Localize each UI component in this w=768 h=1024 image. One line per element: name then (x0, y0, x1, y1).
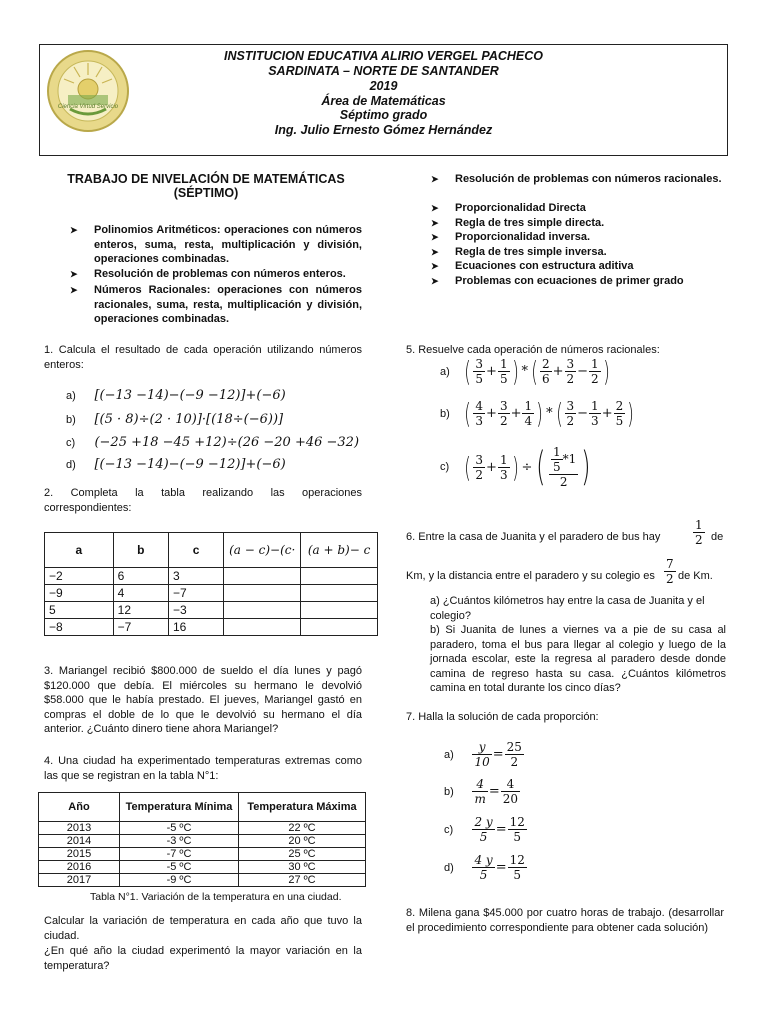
topic-item: ➤ Problemas con ecuaciones de primer grado (431, 275, 684, 287)
table-row: −8 −7 16 (45, 619, 378, 636)
table-row: 2015 -7 ºC 25 ºC (39, 848, 366, 861)
logo-motto: Ciencia Virtud Servicio (57, 104, 119, 110)
q1-item: c) (−25 +18 −45 +12)÷(26 −20 +46 −32) (66, 435, 360, 450)
topic-item: ➤ Proporcionalidad Directa (431, 202, 586, 214)
institution-name: INSTITUCION EDUCATIVA ALIRIO VERGEL PACHECO (224, 49, 543, 63)
q1-expression: [(−13 −14)−(−9 −12)]+(−6) (94, 388, 286, 403)
q6-part-a: a) ¿Cuántos kilómetros hay entre la casa de Juanita y el colegio? (430, 595, 705, 622)
question-2-text: 2. Completa la tabla realizando las operaciones correspondientes: (44, 487, 362, 514)
arrow-bullet-icon: ➤ (431, 261, 439, 271)
q1-item: b) [(5 · 8)÷(2 · 10)]·[(18÷(−6))] (66, 412, 284, 427)
arrow-bullet-icon: ➤ (431, 174, 439, 184)
table-row: 2016 -5 ºC 30 ºC (39, 861, 366, 874)
answer-cell[interactable] (224, 619, 301, 636)
topic-item: ➤ Resolución de problemas con números enteros. (70, 268, 346, 280)
q1-expression: [(−13 −14)−(−9 −12)]+(−6) (94, 457, 286, 472)
q1-expression: (−25 +18 −45 +12)÷(26 −20 +46 −32) (94, 435, 360, 450)
area: Área de Matemáticas (321, 94, 446, 108)
answer-cell[interactable] (224, 568, 301, 585)
question-6-text: 6. Entre la casa de Juanita y el paradero de bus hay (406, 531, 661, 543)
arrow-bullet-icon: ➤ (70, 269, 78, 279)
q5-item-c: c) ( $\frac{3}{2}$ + $\frac{1}{3}$ ) ÷ ( $\frac{1}{5}$ *1 2 ) (440, 444, 591, 490)
school-logo (46, 49, 130, 133)
arrow-bullet-icon: ➤ (431, 232, 439, 242)
q5-item-a: a) ( $\frac{3}{5}$ + $\frac{1}{5}$ ) * ( $\frac{2}{6}$ + $\frac{3}{2}$ − $\frac{1}{2}$ ) (440, 355, 610, 388)
table-row: −9 4 −7 (45, 585, 378, 602)
q1-item: d) [(−13 −14)−(−9 −12)]+(−6) (66, 457, 286, 472)
q6-part-b: b) Si Juanita de lunes a viernes va a pie de su casa al paradero, toma el bus para llegar al colegio y luego de la jornada escolar, este la regresa al paradero desde donde camina de regreso hasta su casa. ¿Cuántos kilómetros camina en total durante los cinco días? (430, 624, 726, 694)
question-1-text: 1. Calcula el resultado de cada operación utilizando números enteros: (44, 344, 362, 371)
answer-cell[interactable] (301, 619, 378, 636)
teacher: Ing. Julio Ernesto Gómez Hernández (274, 123, 493, 137)
q5-item-b: b) ( $\frac{4}{3}$ + $\frac{3}{2}$ + $\frac{1}{4}$ ) * ( $\frac{3}{2}$ − $\frac{1}{3}$ + $\frac{2}{5}$ ) (440, 397, 634, 430)
question-7-text: 7. Halla la solución de cada proporción: (406, 711, 599, 723)
topic-item: ➤ Polinomios Aritméticos: operaciones con números enteros, suma, resta, multiplicación y división, operaciones combinadas. (70, 224, 362, 265)
topic-item: ➤ Proporcionalidad inversa. (431, 231, 591, 243)
institution-location: SARDINATA – NORTE DE SANTANDER (268, 64, 499, 78)
table-caption: Tabla N°1. Variación de la temperatura en una ciudad. (90, 891, 342, 903)
header-box (39, 44, 728, 156)
question-3-text: 3. Mariangel recibió $800.000 de sueldo el día lunes y pagó $120.000 que debía. El miércoles su hermano le devolvió $58.000 que le había prestado. El jueves, Mariangel gastó en compras el doble de lo que le devolvió su hermano el día anterior. ¿Cuánto dinero tiene ahora Mariangel? (44, 665, 362, 735)
answer-cell[interactable] (301, 602, 378, 619)
q1-expression: [(5 · 8)÷(2 · 10)]·[(18÷(−6))] (94, 412, 284, 427)
arrow-bullet-icon: ➤ (431, 218, 439, 228)
arrow-bullet-icon: ➤ (431, 247, 439, 257)
table-row: −2 6 3 (45, 568, 378, 585)
topic-item: ➤ Resolución de problemas con números racionales. (431, 173, 722, 185)
answer-cell[interactable] (224, 602, 301, 619)
q6-text-c: Km, y la distancia entre el paradero y su colegio es (406, 570, 655, 582)
question-8-text: 8. Milena gana $45.000 por cuatro horas de trabajo. (desarrollar el procedimiento correspondiente para obtener cada solución) (406, 907, 724, 934)
question-5-text: 5. Resuelve cada operación de números racionales: (406, 344, 660, 356)
q6-fraction-2: $\frac{7}{2}$ (666, 557, 674, 586)
question-4-text: 4. Una ciudad ha experimentado temperaturas extremas como las que se registran en la tabla N°1: (44, 755, 362, 782)
topic-item: ➤ Números Racionales: operaciones con números racionales, suma, resta, multiplicación y división, operaciones combinadas. (70, 284, 362, 325)
table-row: 2014 -3 ºC 20 ºC (39, 835, 366, 848)
table-row: 2017 -9 ºC 27 ºC (39, 874, 366, 887)
arrow-bullet-icon: ➤ (431, 276, 439, 286)
q7-item: d) $\frac{4 y}{5}$ = $\frac{12}{5}$ (444, 853, 525, 882)
q2-table: a b c (a − c)−(c· (a + b)− c −2 6 3 −9 4 −7 5 12 −3 −8 −7 16 (44, 532, 378, 636)
q7-item: c) $\frac{2 y}{5}$ = $\frac{12}{5}$ (444, 815, 525, 844)
q4-table: Año Temperatura Mínima Temperatura Máxima 2013 -5 ºC 22 ºC 2014 -3 ºC 20 ºC 2015 -7 ºC 25 ºC 2016 -5 ºC 30 ºC 2017 -9 ºC 27 ºC (38, 792, 366, 887)
q7-item: b) $\frac{4}{m}$ = $\frac{4}{20}$ (444, 777, 519, 806)
topic-item: ➤ Regla de tres simple directa. (431, 217, 605, 229)
q4-ask-2: ¿En qué año la ciudad experimentó la mayor variación en la temperatura? (44, 945, 362, 972)
q7-item: a) $\frac{y}{10}$ = $\frac{25}{2}$ (444, 740, 522, 769)
arrow-bullet-icon: ➤ (70, 225, 78, 235)
year: 2019 (369, 79, 398, 93)
q1-item: a) [(−13 −14)−(−9 −12)]+(−6) (66, 388, 286, 403)
q4-ask-1: Calcular la variación de temperatura en cada año que tuvo la ciudad. (44, 915, 362, 942)
topic-item: ➤ Ecuaciones con estructura aditiva (431, 260, 634, 272)
page-title: TRABAJO DE NIVELACIÓN DE MATEMÁTICAS (SÉPTIMO) (67, 172, 345, 200)
table-row: 5 12 −3 (45, 602, 378, 619)
answer-cell[interactable] (301, 585, 378, 602)
arrow-bullet-icon: ➤ (70, 285, 78, 295)
answer-cell[interactable] (224, 585, 301, 602)
grade: Séptimo grado (339, 108, 428, 122)
q6-fraction-1: $\frac{1}{2}$ (695, 518, 703, 547)
arrow-bullet-icon: ➤ (431, 203, 439, 213)
answer-cell[interactable] (301, 568, 378, 585)
topic-item: ➤ Regla de tres simple inversa. (431, 246, 607, 258)
table-row: 2013 -5 ºC 22 ºC (39, 822, 366, 835)
